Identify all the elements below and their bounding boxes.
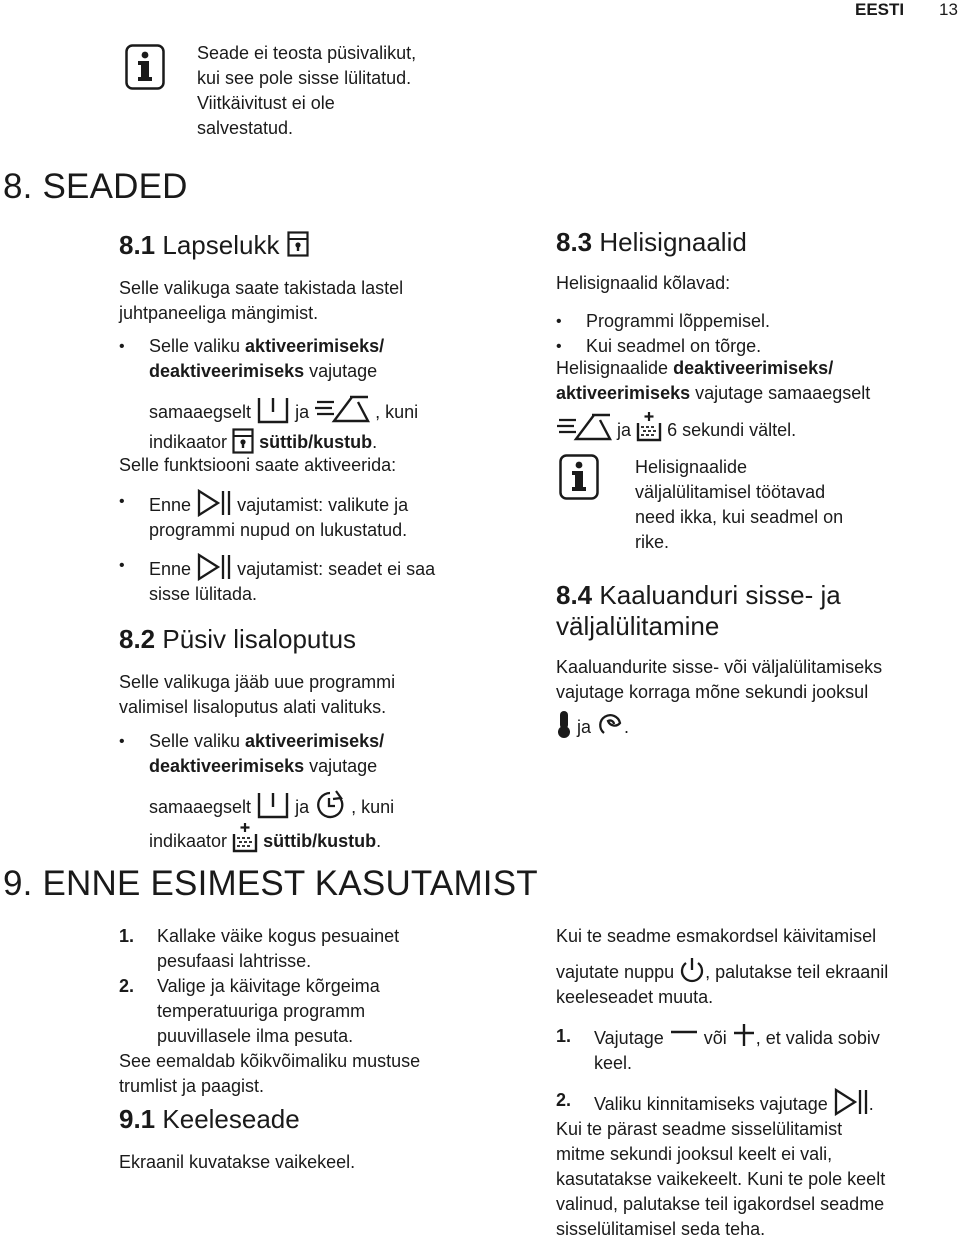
- step-item: 2. Valige ja käivitage kõrgeima temperatuuriga programm puuvillasele ilma pesuta.: [119, 976, 380, 1046]
- intro-line: Selle valikuga saate takistada lastel: [119, 278, 404, 298]
- body-line: trumlist ja paagist.: [119, 1076, 265, 1096]
- section-8-2-body: [119, 670, 539, 720]
- section-8-4-body: [556, 655, 956, 740]
- start-pause-icon: [833, 1088, 869, 1116]
- bullet-line: • Selle valiku aktiveerimiseks/: [119, 334, 529, 359]
- spin-speed-icon: [314, 394, 370, 424]
- plus-icon: [732, 1024, 756, 1050]
- section-8-title: 8. SEADED: [3, 167, 188, 206]
- top-info-line: Seade ei teosta püsivalikut,: [197, 43, 417, 63]
- section-8-1-bullet-1: [119, 334, 529, 455]
- section-8-3-info-text: [635, 455, 935, 555]
- body-line: sisselülitamisel seda teha.: [556, 1219, 766, 1239]
- section-number: 8.2: [119, 624, 156, 654]
- section-number: 8.3: [556, 227, 593, 257]
- section-8-2-bullet-1: [119, 729, 529, 854]
- section-8-1-body: [119, 276, 519, 326]
- top-info-text: [197, 41, 497, 141]
- section-9-steps: [119, 924, 519, 1099]
- top-info-line: salvestatud.: [197, 118, 294, 138]
- section-8-3-instruction: [556, 356, 956, 443]
- instruction-line: aktiveerimiseks vajutage samaaegselt: [556, 383, 871, 403]
- bullet-line: samaaegselt ja , kuni: [119, 789, 529, 820]
- body-line: ja .: [556, 709, 956, 740]
- section-title: Keeleseade: [162, 1104, 300, 1134]
- header-page-number: 13: [939, 0, 958, 19]
- bullet-line: indikaator süttib/kustub.: [119, 428, 529, 455]
- bullet-line: • Kui seadmel on tõrge.: [556, 334, 956, 359]
- instruction-line: ja 6 sekundi vältel.: [556, 412, 956, 443]
- section-8-3-heading: [556, 227, 747, 258]
- header-language: EESTI: [855, 0, 905, 19]
- step-item: 1. Vajutage või , et valida sobiv keel.: [556, 1026, 880, 1073]
- bullet-line: • Selle valiku aktiveerimiseks/: [119, 729, 529, 754]
- info-line: väljalülitamisel töötavad: [635, 482, 826, 502]
- section-title: Kaaluanduri sisse- ja: [599, 580, 841, 610]
- bullet-line: • Enne vajutamist: seadet ei saa: [119, 553, 529, 582]
- activate-line: Selle funktsiooni saate aktiveerida:: [119, 455, 397, 475]
- section-8-2-heading: [119, 624, 356, 655]
- bullet-line: samaaegselt ja , kuni: [119, 394, 529, 425]
- header-bar: [0, 0, 960, 22]
- section-8-3-intro: Helisignaalid kõlavad:: [556, 273, 731, 293]
- section-8-1-heading: [119, 230, 309, 261]
- body-line: Kui te pärast seadme sisselülitamist: [556, 1119, 843, 1139]
- temperature-icon: [556, 709, 572, 739]
- body-line: Kaaluandurite sisse- või väljalülitamiseks: [556, 657, 883, 677]
- start-pause-icon: [196, 553, 232, 581]
- section-number: 8.4: [556, 580, 593, 610]
- bullet-line: • Programmi lõppemisel.: [556, 309, 956, 334]
- section-9-1-right: [556, 924, 960, 1242]
- child-lock-icon: [232, 428, 254, 454]
- info-line: rike.: [635, 532, 670, 552]
- intro-line: valimisel lisaloputus alati valituks.: [119, 697, 387, 717]
- step-item: 1. Kallake väike kogus pesuainet pesufaasi lahtrisse.: [119, 926, 400, 971]
- section-8-1-bullet-3: [119, 553, 529, 607]
- body-line: mitme sekundi jooksul keelt ei vali,: [556, 1144, 833, 1164]
- section-title: Helisignaalid: [599, 227, 747, 257]
- bullet-line: deaktiveerimiseks vajutage: [149, 361, 378, 381]
- power-icon: [679, 956, 705, 984]
- body-line: vajutage korraga mõne sekundi jooksul: [556, 682, 869, 702]
- minus-icon: [669, 1026, 699, 1050]
- temperature-button-icon: [256, 396, 290, 424]
- intro-line: Selle valikuga jääb uue programmi: [119, 672, 396, 692]
- section-8-1-bullet-2: [119, 489, 529, 543]
- section-title: Püsiv lisaloputus: [162, 624, 357, 654]
- step-item: 2. Valiku kinnitamiseks vajutage .: [556, 1090, 874, 1114]
- body-line: Kui te seadme esmakordsel käivitamisel: [556, 926, 877, 946]
- temperature-button-icon: [256, 791, 290, 819]
- section-9-1-text: Ekraanil kuvatakse vaikekeel.: [119, 1152, 356, 1172]
- body-line: valinud, palutakse teil igakordsel seadme: [556, 1194, 885, 1214]
- body-line: See eemaldab kõikvõimaliku mustuse: [119, 1051, 421, 1071]
- bullet-line: • Enne vajutamist: valikute ja: [119, 489, 529, 518]
- intro-line: juhtpaneeliga mängimist.: [119, 303, 319, 323]
- extra-rinse-icon: [636, 412, 662, 442]
- section-number: 9.1: [119, 1104, 156, 1134]
- section-number: 8.1: [119, 230, 156, 260]
- bullet-line: sisse lülitada.: [149, 584, 258, 604]
- body-line: vajutate nuppu , palutakse teil ekraanil: [556, 956, 960, 985]
- body-line: kasutatakse vaikekeelt. Kuni te pole keelt: [556, 1169, 886, 1189]
- info-icon: [559, 454, 599, 500]
- section-8-4-heading: [556, 580, 956, 642]
- instruction-line: Helisignaalide deaktiveerimiseks/: [556, 358, 834, 378]
- info-icon: [125, 44, 165, 90]
- child-lock-icon: [287, 231, 309, 257]
- section-title: väljalülitamine: [556, 611, 720, 641]
- info-line: need ikka, kui seadmel on: [635, 507, 844, 527]
- start-pause-icon: [196, 489, 232, 517]
- body-line: keeleseadet muuta.: [556, 987, 714, 1007]
- section-8-3-bullets: [556, 309, 956, 359]
- section-9-title: 9. ENNE ESIMEST KASUTAMIST: [3, 864, 538, 903]
- top-info-line: kui see pole sisse lülitatud.: [197, 68, 412, 88]
- extra-rinse-icon: [232, 823, 258, 853]
- info-line: Helisignaalide: [635, 457, 748, 477]
- spin-speed-icon: [556, 412, 612, 442]
- bullet-line: programmi nupud on lukustatud.: [149, 520, 408, 540]
- section-9-1-heading: [119, 1104, 300, 1135]
- spin-spiral-icon: [596, 711, 624, 739]
- delay-start-icon: [314, 789, 346, 819]
- section-title: Lapselukk: [162, 230, 280, 260]
- top-info-line: Viitkäivitust ei ole: [197, 93, 335, 113]
- bullet-line: deaktiveerimiseks vajutage: [149, 756, 378, 776]
- bullet-line: indikaator süttib/kustub.: [119, 823, 529, 854]
